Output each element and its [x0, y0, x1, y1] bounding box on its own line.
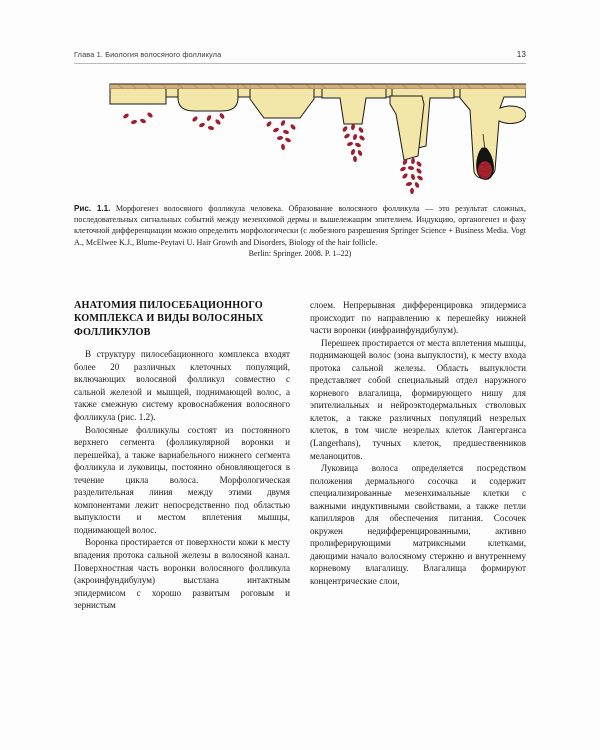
section-heading: АНАТОМИЯ ПИЛОСЕБАЦИОННОГО КОМПЛЕКСА И ВИДЫ ВОЛОСЯНЫХ ФОЛЛИКУЛОВ: [74, 300, 264, 338]
figure-hair-follicle-morphogenesis: [74, 74, 526, 196]
paragraph: Волосяные фолликулы состоят из постоянного верхнего сегмента (фолликулярной воронки и перешейка), а также вариабельного нижнего сегмента фолликула и луковицы, постоянно обновляющегося в течение цикла волоса. Морфологическая разделительная линия между этими двумя компонентами лежит непосредственно под областью выпуклости и местом вплетения мышцы, поднимающей волос.: [74, 424, 290, 535]
figure-source-line: Berlin: Springer. 2008. P. 1–22): [248, 248, 352, 258]
paragraph: Луковица волоса определяется посредством положения дермального сосочка и содержит специализированные мезенхимальные клетки с важными индуктивными свойствами, а также петли капилляров для обеспечения питания. Сосочек окружен недифференцированными, активно пролиферирующими матриксными клетками, дающими начало волосяному стержню и внутреннему корневому влагалищу. Влагалища формируют концентрические слои,: [310, 463, 526, 587]
paragraph: Перешеек простирается от места вплетения мышцы, поднимающей волос (зона выпуклости), к месту входа протока сальной железы. Область выпуклости представляет собой специальный отдел наружного корневого влагалища, формирующего нишу для эпителиальных и нейроэктодермальных стволовых клеток, а также различных популяций незрелых клеток, в том числе незрелых клеток Лангерганса (Langerhans), тучных клеток, предшественников меланоцитов.: [310, 337, 526, 461]
running-head-title: Глава 1. Биология волосяного фолликула: [74, 50, 222, 59]
body-columns: [74, 299, 526, 709]
running-head-rule: [74, 63, 526, 64]
paragraph: Воронка простирается от поверхности кожи к месту впадения протока сальной железы в волосяной канал. Поверхностная часть воронки волосяного фолликула (акроинфундибулум) выстлана интактным эпидермисом с хорошо развитым роговым и зернистым: [74, 537, 290, 611]
column-left: [74, 299, 290, 709]
figure-number: Рис. 1.1.: [74, 204, 111, 213]
running-head: [74, 50, 526, 59]
epidermis-layer: [110, 84, 526, 179]
page-number: 13: [516, 50, 526, 59]
paragraph: слоем. Непрерывная дифференцировка эпидермиса происходит по направлению к перешейку нижней части воронки (инфраинфундибулум).: [310, 300, 526, 336]
figure-caption-text: Морфогенез волосяного фолликула человека. Образование волосяного фолликула — это результат сложных, последовательных сигнальных событий между мезенхимой дермы и вышележащим эпителием. Индукцию, органогенез и фазу клеточной дифференциации можно определить морфологически (с любезного разрешения Springer Science + Business Media. Vogt A., McElwee K.J., Blume-Peytavi U. Hair Growth and Disorders, Biology of the hair follicle.: [74, 204, 526, 247]
figure-caption: [74, 203, 526, 259]
paragraph: В структуру пилосебационного комплекса входят более 20 различных клеточных популяций, включающих волосяной фолликул совместно с сальной железой и мышцей, поднимающей волос, а также смежную систему кровоснабжения волосяного фолликула (рис. 1.2).: [74, 349, 290, 422]
epidermis-surface-texture: [110, 84, 526, 89]
column-right: [310, 299, 526, 709]
mesenchymal-cells: [122, 112, 423, 195]
